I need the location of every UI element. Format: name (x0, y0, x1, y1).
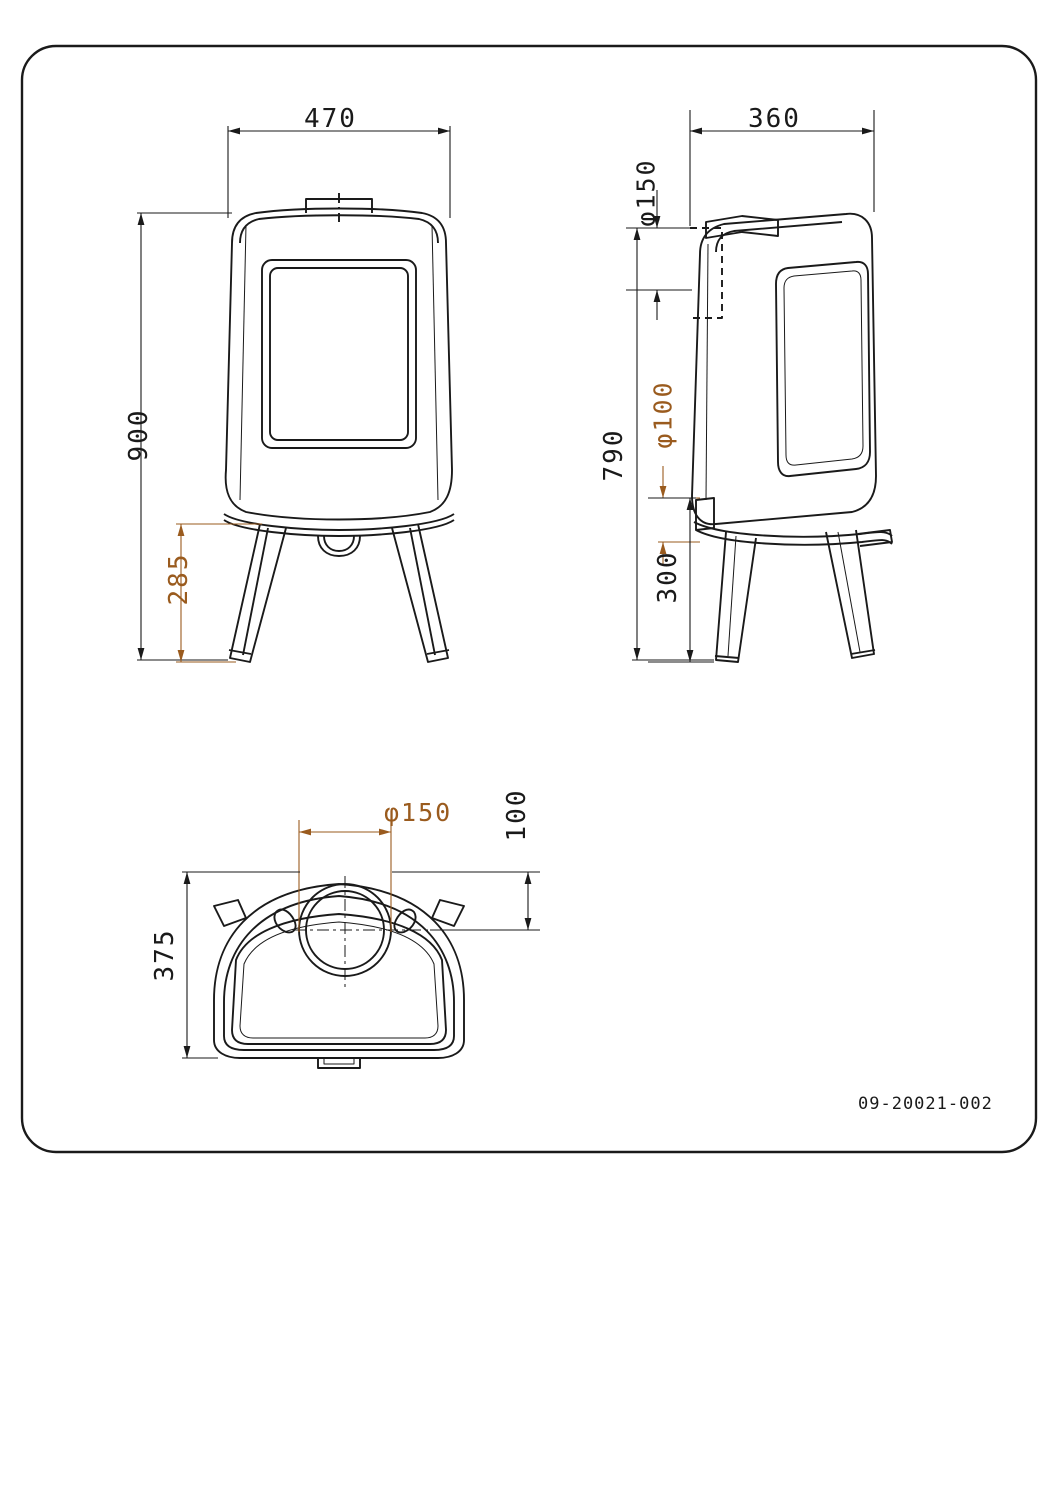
front-height-label: 900 (124, 408, 154, 462)
side-leg-foot-right (851, 650, 875, 654)
plan-flue-diameter-label: φ150 (384, 798, 453, 827)
front-door-glass-outer (262, 260, 416, 448)
side-inlet-diameter-label: φ100 (648, 380, 678, 449)
top-plan-view (182, 820, 540, 1068)
side-leg-left (716, 532, 756, 662)
side-body-inner (716, 222, 842, 252)
front-leg-height-label: 285 (164, 552, 194, 606)
side-leg-foot-left (715, 656, 739, 658)
side-body-outline (692, 214, 876, 524)
side-panel-detail (776, 262, 870, 476)
side-height-300-label: 300 (653, 550, 683, 604)
plan-body-outline (214, 884, 464, 1058)
plan-door-panel-inner (240, 922, 438, 1038)
front-leg-right (392, 524, 448, 662)
front-side-shade-right (432, 225, 438, 500)
plan-depth-label: 375 (150, 928, 180, 982)
side-flue-diameter-label: φ150 (631, 158, 661, 227)
plan-corner-tab-left (214, 900, 246, 926)
front-door-glass-inner (270, 268, 408, 440)
side-door-edge (706, 244, 708, 500)
side-height-790-label: 790 (599, 428, 629, 482)
plan-depth-dimension (182, 872, 300, 1058)
drawing-code: 09-20021-002 (858, 1094, 993, 1114)
plan-offset-label: 100 (502, 788, 532, 842)
side-leg-right (826, 530, 874, 658)
side-leg-left-inner (728, 536, 736, 656)
front-body-outline (226, 209, 452, 520)
front-door-handle-inner (324, 536, 354, 551)
front-side-shade-left (240, 225, 246, 500)
front-width-label: 470 (304, 104, 357, 134)
side-panel-detail-2 (784, 271, 863, 465)
plan-door-panel (232, 914, 446, 1044)
plan-bolt-right (394, 910, 415, 933)
side-leg-right-inner (838, 532, 860, 652)
side-depth-label: 360 (748, 104, 801, 134)
front-leg-left (230, 524, 286, 662)
plan-body-inner (224, 896, 454, 1050)
plan-corner-tab-right (432, 900, 464, 926)
front-width-dimension (228, 126, 450, 218)
